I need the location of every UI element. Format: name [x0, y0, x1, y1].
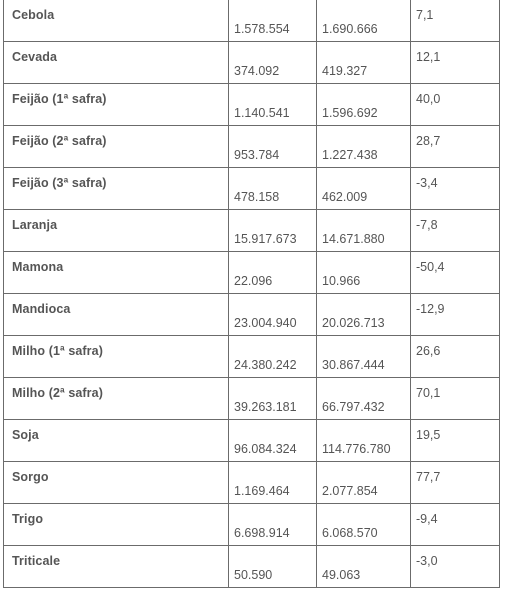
value-a-cell — [229, 210, 317, 252]
crop-production-table — [3, 0, 500, 588]
change-percent: 7,1 — [416, 8, 434, 22]
change-percent: -50,4 — [416, 260, 445, 274]
crop-name: Cebola — [12, 8, 55, 22]
crop-cell — [4, 42, 229, 84]
value-a-cell — [229, 504, 317, 546]
crop-name: Mandioca — [12, 302, 71, 316]
crop-cell — [4, 336, 229, 378]
crop-cell — [4, 126, 229, 168]
value-b: 1.596.692 — [322, 106, 378, 120]
value-a: 1.578.554 — [234, 22, 290, 36]
change-cell — [411, 336, 500, 378]
value-a: 6.698.914 — [234, 526, 290, 540]
change-percent: 19,5 — [416, 428, 441, 442]
value-b: 20.026.713 — [322, 316, 385, 330]
crop-name: Cevada — [12, 50, 58, 64]
table-row — [4, 126, 500, 168]
change-cell — [411, 294, 500, 336]
value-b-cell — [317, 210, 411, 252]
value-a-cell — [229, 84, 317, 126]
crop-cell — [4, 0, 229, 42]
value-a-cell — [229, 294, 317, 336]
change-cell — [411, 546, 500, 588]
change-cell — [411, 420, 500, 462]
value-b: 49.063 — [322, 568, 361, 582]
value-b-cell — [317, 546, 411, 588]
change-percent: 12,1 — [416, 50, 441, 64]
value-b: 10.966 — [322, 274, 361, 288]
value-b: 30.867.444 — [322, 358, 385, 372]
crop-name: Sorgo — [12, 470, 49, 484]
table-row — [4, 504, 500, 546]
value-a: 953.784 — [234, 148, 280, 162]
change-cell — [411, 378, 500, 420]
value-a-cell — [229, 0, 317, 42]
change-cell — [411, 210, 500, 252]
table-row — [4, 294, 500, 336]
table-row — [4, 0, 500, 42]
value-b-cell — [317, 504, 411, 546]
change-cell — [411, 504, 500, 546]
crop-name: Feijão (1ª safra) — [12, 92, 107, 106]
change-percent: 77,7 — [416, 470, 441, 484]
change-percent: -12,9 — [416, 302, 445, 316]
value-a: 96.084.324 — [234, 442, 297, 456]
value-b: 462.009 — [322, 190, 368, 204]
change-percent: -3,4 — [416, 176, 438, 190]
value-a-cell — [229, 420, 317, 462]
value-b: 14.671.880 — [322, 232, 385, 246]
value-a-cell — [229, 252, 317, 294]
value-a: 50.590 — [234, 568, 273, 582]
crop-cell — [4, 84, 229, 126]
crop-name: Milho (1ª safra) — [12, 344, 103, 358]
change-cell — [411, 462, 500, 504]
value-b: 1.227.438 — [322, 148, 378, 162]
crop-cell — [4, 546, 229, 588]
table-row — [4, 42, 500, 84]
value-b-cell — [317, 420, 411, 462]
value-a: 22.096 — [234, 274, 273, 288]
table-row — [4, 378, 500, 420]
value-b-cell — [317, 168, 411, 210]
value-b: 66.797.432 — [322, 400, 385, 414]
value-a: 478.158 — [234, 190, 280, 204]
change-cell — [411, 168, 500, 210]
value-b-cell — [317, 378, 411, 420]
crop-name: Triticale — [12, 554, 61, 568]
value-b: 1.690.666 — [322, 22, 378, 36]
value-a-cell — [229, 42, 317, 84]
crop-cell — [4, 504, 229, 546]
change-percent: -3,0 — [416, 554, 438, 568]
change-percent: 26,6 — [416, 344, 441, 358]
value-b: 114.776.780 — [322, 442, 391, 456]
crop-cell — [4, 294, 229, 336]
value-b-cell — [317, 84, 411, 126]
table-row — [4, 252, 500, 294]
value-b-cell — [317, 462, 411, 504]
change-percent: 40,0 — [416, 92, 441, 106]
value-a-cell — [229, 126, 317, 168]
value-a: 1.140.541 — [234, 106, 290, 120]
value-a-cell — [229, 336, 317, 378]
value-b-cell — [317, 336, 411, 378]
table-row — [4, 462, 500, 504]
value-a-cell — [229, 546, 317, 588]
table-row — [4, 84, 500, 126]
value-a-cell — [229, 168, 317, 210]
crop-name: Laranja — [12, 218, 58, 232]
change-cell — [411, 126, 500, 168]
change-percent: 70,1 — [416, 386, 441, 400]
value-a: 39.263.181 — [234, 400, 297, 414]
value-b-cell — [317, 294, 411, 336]
value-b-cell — [317, 126, 411, 168]
value-b-cell — [317, 0, 411, 42]
value-b: 2.077.854 — [322, 484, 378, 498]
value-a: 374.092 — [234, 64, 280, 78]
crop-name: Trigo — [12, 512, 44, 526]
crop-name: Feijão (3ª safra) — [12, 176, 107, 190]
value-b-cell — [317, 42, 411, 84]
crop-name: Mamona — [12, 260, 64, 274]
change-percent: 28,7 — [416, 134, 441, 148]
bottom-margin — [0, 604, 507, 609]
crop-name: Feijão (2ª safra) — [12, 134, 107, 148]
change-cell — [411, 0, 500, 42]
table-row — [4, 168, 500, 210]
crop-cell — [4, 252, 229, 294]
table-row — [4, 546, 500, 588]
value-a: 1.169.464 — [234, 484, 290, 498]
value-b-cell — [317, 252, 411, 294]
value-a-cell — [229, 378, 317, 420]
table-row — [4, 210, 500, 252]
value-a-cell — [229, 462, 317, 504]
crop-cell — [4, 378, 229, 420]
crop-cell — [4, 420, 229, 462]
table-row — [4, 336, 500, 378]
change-percent: -7,8 — [416, 218, 438, 232]
crop-name: Milho (2ª safra) — [12, 386, 103, 400]
crop-cell — [4, 462, 229, 504]
table-row — [4, 420, 500, 462]
change-percent: -9,4 — [416, 512, 438, 526]
change-cell — [411, 84, 500, 126]
crop-name: Soja — [12, 428, 39, 442]
crop-cell — [4, 168, 229, 210]
value-a: 24.380.242 — [234, 358, 297, 372]
value-a: 23.004.940 — [234, 316, 297, 330]
value-b: 6.068.570 — [322, 526, 378, 540]
table-body — [4, 0, 500, 588]
value-a: 15.917.673 — [234, 232, 297, 246]
value-b: 419.327 — [322, 64, 368, 78]
change-cell — [411, 252, 500, 294]
crop-cell — [4, 210, 229, 252]
change-cell — [411, 42, 500, 84]
